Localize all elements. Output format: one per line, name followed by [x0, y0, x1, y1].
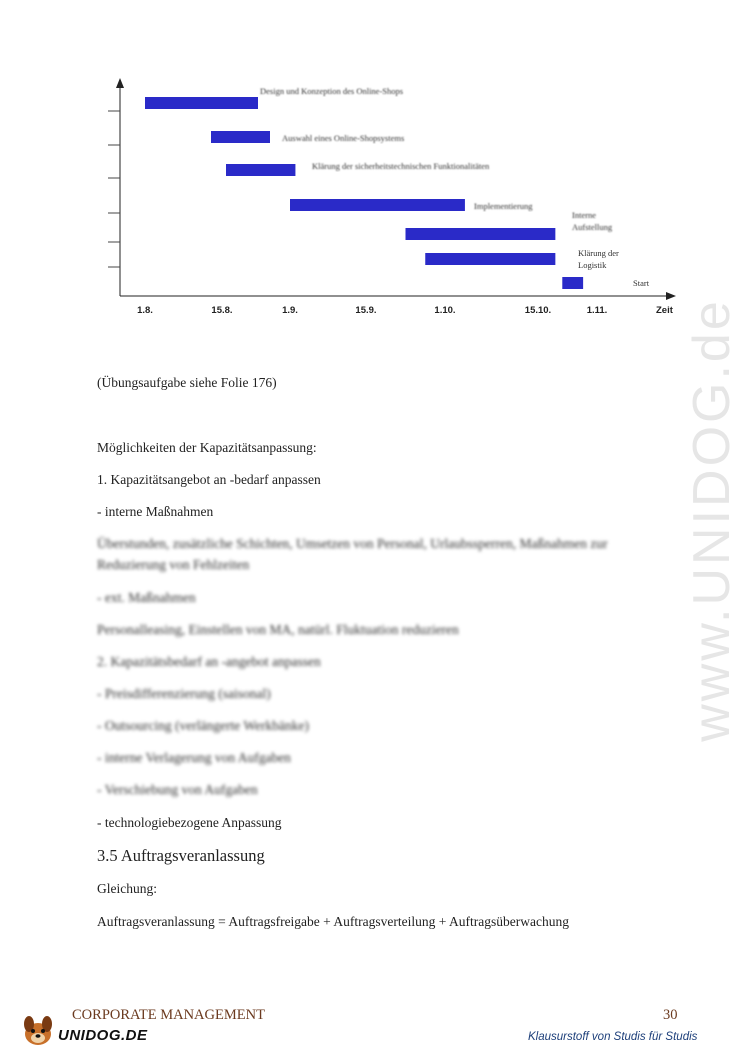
x-tick-label: 15.9. — [355, 305, 377, 316]
gantt-bar — [406, 228, 556, 240]
internal-measures: - interne Maßnahmen — [97, 504, 214, 519]
x-tick-label: 15.8. — [211, 305, 233, 316]
section-heading: 3.5 Auftragsveranlassung — [97, 846, 265, 865]
dog-logo-icon — [20, 1012, 60, 1048]
equation: Auftragsveranlassung = Auftragsfreigabe + Auftragsverteilung + Auftragsüberwachung — [97, 914, 569, 929]
task-label: Start — [633, 278, 650, 288]
intro-text: Möglichkeiten der Kapazitätsanpassung: — [97, 440, 317, 455]
slogan: Klausurstoff von Studis für Studis — [528, 1031, 698, 1043]
blurred-text: - interne Verlagerung von Aufgaben — [97, 750, 291, 765]
task-label: Klärung der Logistik — [578, 248, 619, 270]
gantt-bar — [211, 131, 270, 143]
list-item-1: 1. Kapazitätsangebot an -bedarf anpassen — [97, 472, 321, 487]
x-tick-label: 1.11. — [586, 305, 608, 316]
blurred-text: - ext. Maßnahmen — [97, 590, 196, 605]
x-tick-label: 1.8. — [137, 305, 153, 316]
x-tick-label: 1.9. — [282, 305, 298, 316]
gantt-bar — [425, 253, 555, 265]
blurred-text: - Preisdifferenzierung (saisonal) — [97, 686, 271, 701]
task-label: Interne Aufstellung — [572, 210, 613, 232]
x-axis-label: Zeit — [656, 305, 673, 316]
watermark: www.UNIDOG.de — [683, 298, 741, 742]
blurred-text: Personalleasing, Einstellen von MA, natürl. Fluktuation reduzieren — [97, 622, 459, 637]
gantt-bar — [290, 199, 465, 211]
x-tick-label: 1.10. — [434, 305, 456, 316]
x-tick-label: 15.10. — [524, 305, 552, 316]
logo-wordmark: UNIDOG.DE — [58, 1027, 148, 1044]
task-label: Klärung der sicherheitstechnischen Funktionalitäten — [312, 161, 490, 171]
blurred-text: Überstunden, zusätzliche Schichten, Umsetzen von Personal, Urlaubssperren, Maßnahmen zur — [97, 536, 608, 551]
blurred-text: - Outsourcing (verlängerte Werkbänke) — [97, 718, 309, 733]
blurred-text: Reduzierung von Fehlzeiten — [97, 557, 250, 572]
blurred-text: - Verschiebung von Aufgaben — [97, 782, 258, 797]
gantt-chart — [0, 0, 750, 330]
y-axis-arrow — [116, 78, 124, 88]
equation-label: Gleichung: — [97, 881, 157, 896]
exercise-note: (Übungsaufgabe siehe Folie 176) — [97, 375, 277, 390]
gantt-bar — [145, 97, 258, 109]
task-label: Design und Konzeption des Online-Shops — [260, 86, 404, 96]
gantt-bar — [226, 164, 295, 176]
course-title: CORPORATE MANAGEMENT — [72, 1007, 265, 1023]
gantt-bar — [562, 277, 583, 289]
task-label: Implementierung — [474, 201, 533, 211]
blurred-text: 2. Kapazitätsbedarf an -angebot anpassen — [97, 654, 321, 669]
task-label: Auswahl eines Online-Shopsystems — [282, 133, 405, 143]
tech-adjustment: - technologiebezogene Anpassung — [97, 815, 282, 830]
x-axis-arrow — [666, 292, 676, 300]
page-number: 30 — [663, 1007, 678, 1023]
